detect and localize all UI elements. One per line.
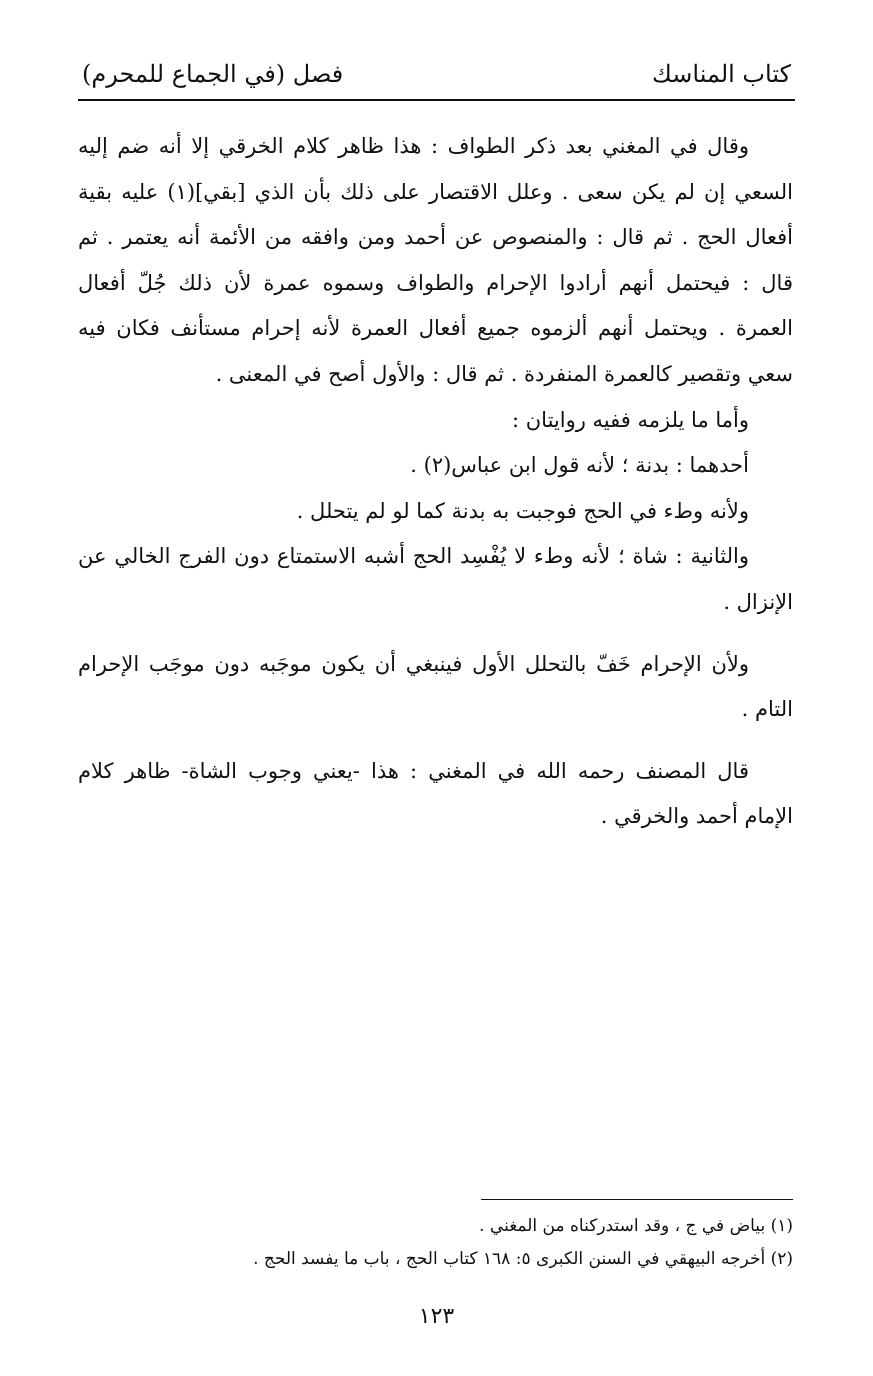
paragraph: ولأنه وطء في الحج فوجبت به بدنة كما لو لم يتحلل . [296,498,749,523]
paragraph: أحدهما : بدنة ؛ لأنه قول ابن عباس(٢) . [410,453,749,478]
main-text [78,124,793,840]
footnote-rule [481,1199,793,1200]
paragraph: ولأن الإحرام خَفّ بالتحلل الأول فينبغي أن يكون موجَبه دون موجَب الإحرام التام . [78,651,793,722]
paragraph: قال المصنف رحمه الله في المغني : هذا -يعني وجوب الشاة- ظاهر كلام الإمام أحمد والخرقي . [78,758,793,829]
paragraph: والثانية : شاة ؛ لأنه وطء لا يُفْسِد الحج أشبه الاستمتاع دون الفرج الخالي عن الإنزال . [78,544,793,614]
footnote: (٢) أخرجه البيهقي في السنن الكبرى ٥: ١٦٨ كتاب الحج ، باب ما يفسد الحج . [253,1249,793,1269]
running-header-book-title: كتاب المناسك [652,60,791,88]
header-rule [78,99,795,101]
paragraph: وأما ما يلزمه ففيه روايتان : [512,407,749,432]
paragraph: وقال في المغني بعد ذكر الطواف : هذا ظاهر كلام الخرقي إلا أنه ضم إليه السعي إن لم يكن سعى . وعلل الاقتصار على ذلك بأن الذي [بقي](١) عليه بقية أفعال الحج . ثم قال : والمنصوص عن أحمد ومن وافقه من الأئمة أنه يعتمر . ثم قال : فيحتمل أنهم أرادوا الإحرام والطواف وسموه عمرة لأن ذلك جُلّ أفعال العمرة . ويحتمل أنهم ألزموه جميع أفعال العمرة لأنه إحرام مستأنف فكان فيه سعي وتقصير كالعمرة المنفردة . ثم قال : والأول أصح في المعنى . [78,134,793,386]
page-number: ١٢٣ [418,1304,455,1329]
running-header-section-title: فصل (في الجماع للمحرم) [82,60,344,88]
footnotes [78,1210,793,1276]
footnote: (١) بياض في ج ، وقد استدركناه من المغني . [479,1216,793,1236]
